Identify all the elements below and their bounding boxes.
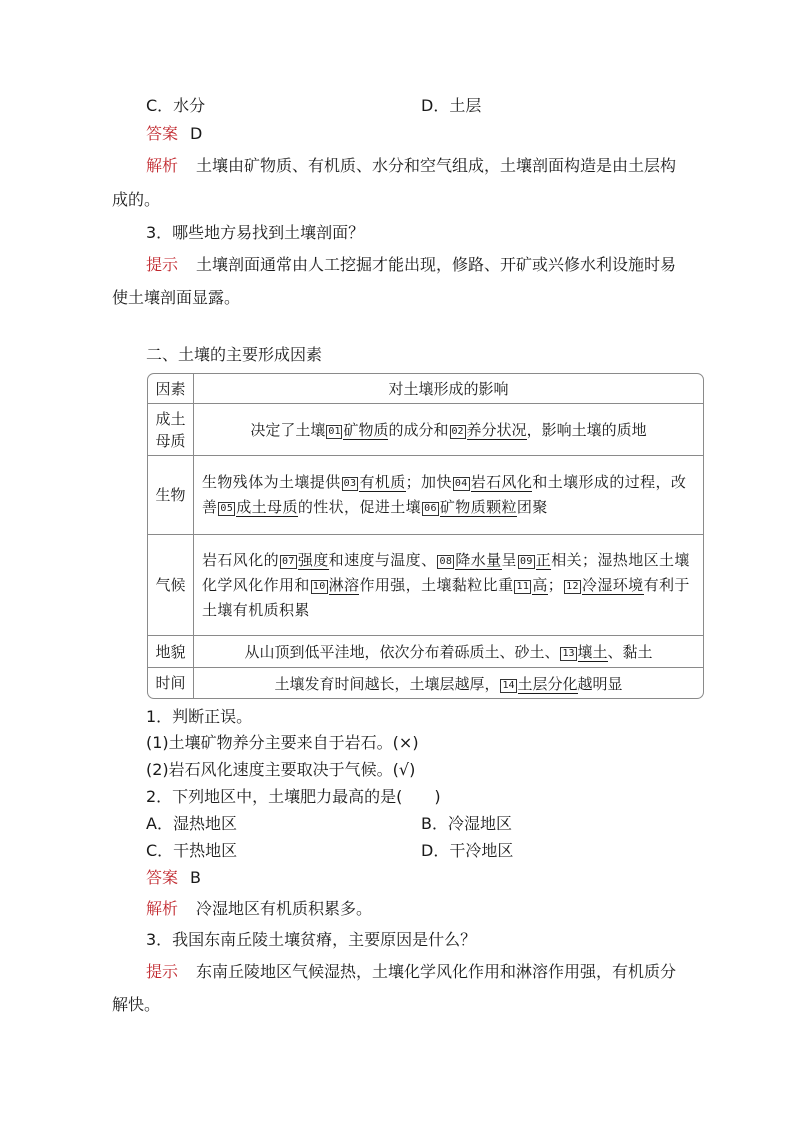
analysis-line-2: 成的。 <box>112 190 161 209</box>
table-row-parent-material <box>148 404 703 456</box>
quiz-hint-label: 提示 <box>146 962 179 981</box>
blank-answer: 矿物质 <box>343 421 389 439</box>
text: ； <box>547 575 564 594</box>
soil-factors-table <box>147 373 704 699</box>
answer-value: D <box>190 124 203 143</box>
influence-climate <box>194 535 703 636</box>
text: 从山顶到低平洼地，依次分布着砾质土、砂土、 <box>244 643 560 661</box>
blank-answer: 有机质 <box>359 473 406 491</box>
quiz-analysis-text: 冷湿地区有机质积累多。 <box>196 899 373 918</box>
section-title: 二、土壤的主要形成因素 <box>146 345 323 364</box>
blank-answer: 高 <box>532 575 548 594</box>
hint-line-2: 使土壤剖面显露。 <box>112 288 241 307</box>
blank-number-box: 11 <box>516 580 530 592</box>
influence-time <box>194 668 703 698</box>
text: 越明显 <box>577 674 623 693</box>
text: 土壤发育时间越长，土壤层越厚， <box>274 674 500 693</box>
analysis-text-1: 土壤由矿物质、有机质、水分和空气组成，土壤剖面构造是由土层构 <box>196 156 677 175</box>
table-row-terrain <box>148 636 703 668</box>
text: 和速度与温度、 <box>328 550 437 569</box>
blank-answer: 强度 <box>297 550 329 569</box>
text: 和土壤形成的过程，改善 <box>202 473 687 516</box>
factor-climate: 气候 <box>148 535 194 636</box>
table-row-biology <box>148 456 703 535</box>
quiz-q1-item-1: (1)土壤矿物养分主要来自于岩石。(×) <box>146 733 419 752</box>
text: 有利于土壤有机质积累 <box>202 575 690 619</box>
blank-number-box: 09 <box>519 555 533 567</box>
text: 的性状，促进土壤 <box>297 498 422 516</box>
factor-parent-material <box>148 404 194 456</box>
analysis-label: 解析 <box>146 156 179 175</box>
text: 相关；湿热地区土壤化学风化作用和 <box>202 550 690 594</box>
quiz-q1-item-2: (2)岩石风化速度主要取决于气候。(√) <box>146 760 416 779</box>
blank-answer: 岩石风化 <box>470 473 533 491</box>
analysis-line-1 <box>146 155 676 177</box>
text: 决定了土壤 <box>250 421 326 439</box>
quiz-option-b: B．冷湿地区 <box>421 814 512 833</box>
blank-number-box: 12 <box>566 580 579 592</box>
hint-line-1 <box>146 254 676 276</box>
blank-number-box: 02 <box>451 426 464 437</box>
blank-answer: 养分状况 <box>466 421 527 439</box>
quiz-q3: 3．我国东南丘陵土壤贫瘠，主要原因是什么？ <box>146 930 477 949</box>
blank-answer: 正 <box>535 550 552 569</box>
influence-biology <box>194 456 703 535</box>
text: 、黏土 <box>607 643 653 661</box>
blank-number-box: 10 <box>312 580 326 592</box>
factor-parent-material-line-2: 母质 <box>155 431 186 450</box>
quiz-option-a: A．湿热地区 <box>146 814 237 833</box>
table-row-climate <box>148 535 703 636</box>
quiz-answer-line <box>146 867 201 889</box>
influence-terrain <box>194 636 703 668</box>
quiz-option-c: C．干热地区 <box>146 841 238 860</box>
blank-answer: 土层分化 <box>517 674 578 693</box>
blank-answer: 淋溶 <box>328 575 360 594</box>
quiz-answer-label: 答案 <box>146 868 179 887</box>
blank-number-box: 04 <box>454 478 468 489</box>
answer-label: 答案 <box>146 124 179 143</box>
text: 的成分和 <box>388 421 449 439</box>
blank-answer: 冷湿环境 <box>581 575 644 594</box>
answer-line <box>146 123 202 145</box>
blank-number-box: 01 <box>328 426 341 437</box>
text: 生物残体为土壤提供 <box>202 473 341 491</box>
blank-number-box: 05 <box>220 503 234 514</box>
hint-label: 提示 <box>146 255 179 274</box>
factor-time: 时间 <box>148 668 194 698</box>
blank-number-box: 06 <box>424 503 437 514</box>
blank-answer: 壤土 <box>577 643 608 661</box>
blank-answer: 成土母质 <box>236 498 298 516</box>
option-d-soil-layer: D．土层 <box>421 96 482 115</box>
factor-biology: 生物 <box>148 456 194 535</box>
quiz-analysis-label: 解析 <box>146 899 179 918</box>
factor-terrain: 地貌 <box>148 636 194 668</box>
text: 团聚 <box>516 498 548 516</box>
text: 岩石风化的 <box>202 550 280 569</box>
quiz-hint-line-2: 解快。 <box>112 995 161 1014</box>
blank-number-box: 08 <box>439 555 453 567</box>
table-row-time <box>148 668 703 698</box>
blank-number-box: 07 <box>282 555 295 567</box>
hint-text-1: 土壤剖面通常由人工挖掘才能出现，修路、开矿或兴修水利设施时易 <box>196 255 677 274</box>
blank-answer: 矿物质颗粒 <box>439 498 517 516</box>
option-c-water: C．水分 <box>146 96 206 115</box>
quiz-option-d: D．干冷地区 <box>421 841 514 860</box>
influence-parent-material <box>194 404 703 456</box>
quiz-hint-text-1: 东南丘陵地区气候湿热，土壤化学风化作用和淋溶作用强，有机质分 <box>196 962 677 981</box>
blank-number-box: 14 <box>502 679 515 691</box>
text: ；加快 <box>405 473 452 491</box>
blank-number-box: 03 <box>343 478 357 489</box>
text: 呈 <box>501 550 517 569</box>
quiz-analysis-line <box>146 898 372 920</box>
blank-number-box: 13 <box>562 648 575 659</box>
quiz-q1: 1．判断正误。 <box>146 707 253 726</box>
quiz-hint-line-1 <box>146 961 676 983</box>
text: 作用强，土壤黏粒比重 <box>359 575 514 594</box>
quiz-answer-value: B <box>190 868 201 887</box>
header-influence: 对土壤形成的影响 <box>194 374 703 404</box>
question-3: 3．哪些地方易找到土壤剖面？ <box>146 223 365 242</box>
quiz-q2: 2．下列地区中，土壤肥力最高的是( ) <box>146 787 441 806</box>
text: ，影响土壤的质地 <box>526 421 647 439</box>
blank-answer: 降水量 <box>455 550 502 569</box>
factor-parent-material-line-1: 成土 <box>155 409 186 428</box>
header-factor: 因素 <box>148 374 194 404</box>
table-header-row <box>148 374 703 404</box>
